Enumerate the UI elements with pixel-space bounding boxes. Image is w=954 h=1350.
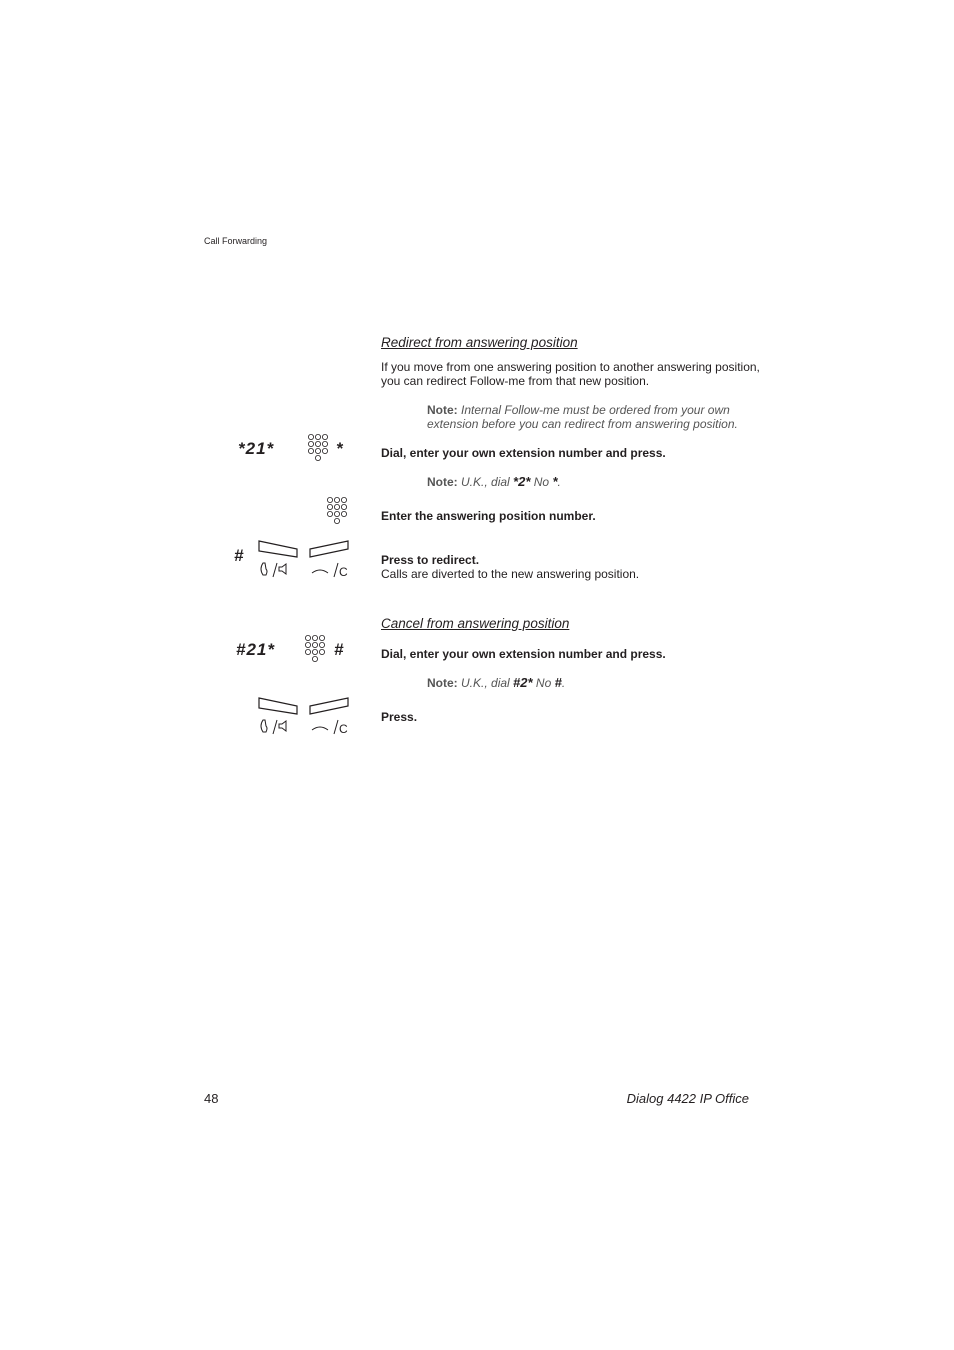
line-speaker-key-icon bbox=[257, 539, 301, 579]
step-press: Press. bbox=[381, 710, 418, 724]
step-press-redirect bbox=[381, 553, 639, 581]
clear-key-icon-2 bbox=[308, 696, 352, 736]
note-label: Note: bbox=[427, 403, 458, 417]
note-uk-cancel: Note: U.K., dial #2* No #. bbox=[427, 675, 566, 690]
step-cancel-dial: Dial, enter your own extension number and press. bbox=[381, 647, 666, 661]
press-to-redirect: Press to redirect. bbox=[381, 553, 480, 567]
section-heading-cancel: Cancel from answering position bbox=[381, 616, 570, 631]
note-uk-dial: Note: U.K., dial *2* No *. bbox=[427, 474, 561, 489]
keypad-icon bbox=[307, 434, 331, 468]
section-heading-redirect: Redirect from answering position bbox=[381, 335, 578, 350]
step-dial-extension: Dial, enter your own extension number and press. bbox=[381, 446, 666, 460]
diverted-text: Calls are diverted to the new answering position. bbox=[381, 567, 640, 581]
keypad-icon-cancel bbox=[304, 635, 328, 669]
step-enter-answering: Enter the answering position number. bbox=[381, 509, 596, 523]
svg-text:C: C bbox=[339, 722, 348, 736]
svg-text:C: C bbox=[339, 565, 348, 579]
star-key-icon: * bbox=[336, 439, 344, 458]
dial-code-icon bbox=[238, 439, 274, 459]
cancel-dial-code-icon: #21* bbox=[236, 640, 275, 659]
dial-code: *21* bbox=[238, 439, 275, 458]
document-title: Dialog 4422 IP Office bbox=[626, 1091, 749, 1106]
uk-dial-code: *2* bbox=[513, 474, 531, 489]
hash-key-icon: # bbox=[234, 546, 245, 565]
running-head: Call Forwarding bbox=[204, 236, 268, 246]
intro-paragraph: If you move from one answering position to another answering position, you can redirect Follow-me from that new position. bbox=[381, 360, 760, 388]
note-follow-me bbox=[427, 403, 767, 431]
clear-key-icon bbox=[308, 539, 352, 579]
page-number: 48 bbox=[204, 1091, 219, 1106]
line-speaker-key-icon-2 bbox=[257, 696, 301, 736]
note-text: Internal Follow-me must be ordered from your own extension before you can redirect from answering position. bbox=[427, 403, 738, 431]
hash-end-key-icon: # bbox=[334, 640, 345, 659]
keypad-icon-answering bbox=[326, 497, 350, 531]
